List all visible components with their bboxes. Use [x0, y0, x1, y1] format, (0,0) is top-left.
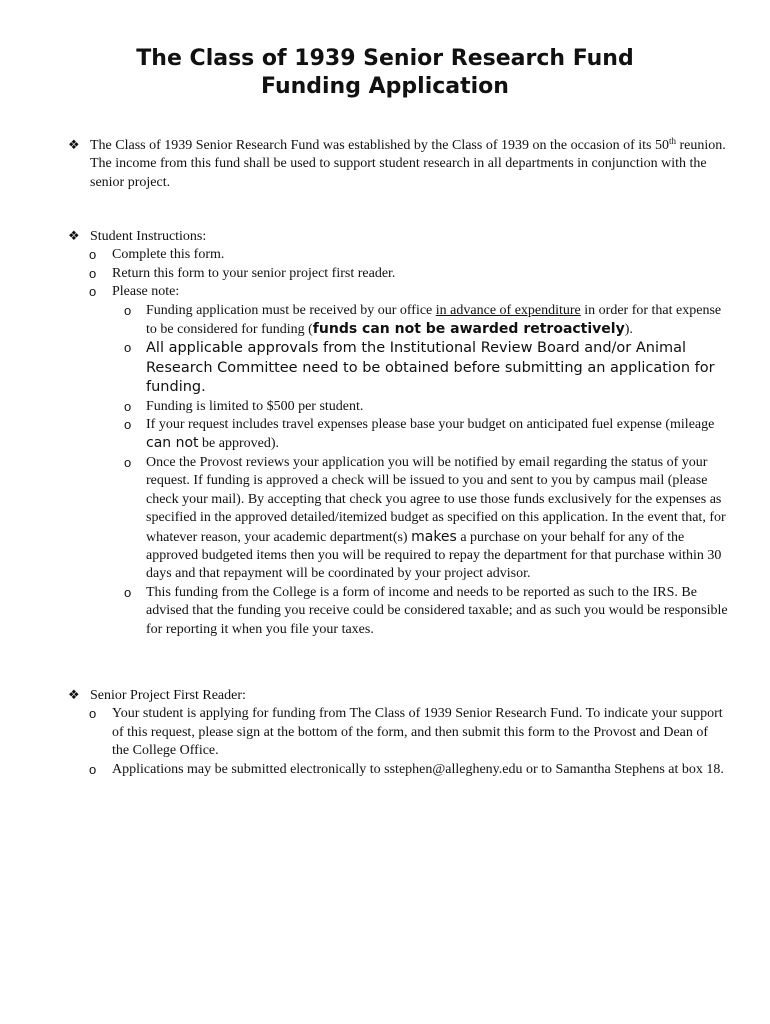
circle-bullet-icon: o [124, 340, 132, 356]
circle-bullet-icon: o [124, 398, 132, 414]
note-4-text-a: If your request includes travel expenses please base your budget on anticipated fuel expense (mileage [146, 417, 715, 433]
circle-bullet-icon: o [89, 284, 97, 300]
note-4-sans: can not [146, 435, 199, 452]
note-6-text: This funding from the College is a form of income and needs to be reported as such to the IRS. Be advised that the funding you receive could be considered taxable; and as such you would be responsible for reporting it when you file your taxes. [146, 584, 728, 637]
list-item [68, 283, 728, 301]
circle-bullet-icon: o [124, 302, 132, 318]
diamond-bullet-icon: ❖ [68, 138, 80, 153]
note-item [68, 398, 728, 416]
student-heading: Student Instructions: [90, 229, 207, 244]
student-item-1: Complete this form. [112, 247, 225, 263]
student-heading-row [68, 228, 728, 246]
note-1-bold: funds can not be awarded retroactively [312, 321, 625, 338]
document-title [0, 45, 770, 101]
list-item [68, 761, 728, 779]
student-item-2: Return this form to your senior project first reader. [112, 265, 396, 281]
title-line-1: The Class of 1939 Senior Research Fund [136, 46, 634, 71]
first-reader-section [68, 687, 728, 779]
circle-bullet-icon: o [124, 417, 132, 433]
diamond-bullet-icon: ❖ [68, 229, 80, 244]
student-instructions-section [68, 228, 728, 639]
note-1-underline: in advance of expenditure [435, 302, 581, 318]
circle-bullet-icon: o [89, 761, 97, 777]
intro-bullet [68, 137, 728, 192]
note-item [68, 339, 728, 397]
reader-item-2: Applications may be submitted electronically to sstephen@allegheny.edu or to Samantha Stephens at box 18. [112, 761, 724, 777]
reader-item-1: Your student is applying for funding from The Class of 1939 Senior Research Fund. To indicate your support of this request, please sign at the bottom of the form, and then submit this form to the Provost and Dean of the College Office. [112, 706, 723, 759]
list-item [68, 705, 728, 760]
circle-bullet-icon: o [124, 454, 132, 470]
note-4-text-b: be approved). [198, 436, 279, 452]
note-5-text-a: Once the Provost reviews your application you will be notified by email regarding the status of your request. If funding is approved a check will be issued to you and sent to you by campus mail (please check your mail). By accepting that check you agree to use those funds exclusively for the expenses as specified in the approved detailed/itemized budget as specified on this application. In the event that, for whatever reason, your academic department(s) [146, 454, 726, 545]
intro-text-b: reunion. The income from this fund shall be used to support student research in all departments in conjunction with the senior project. [90, 138, 726, 190]
circle-bullet-icon: o [124, 584, 132, 600]
circle-bullet-icon: o [89, 706, 97, 722]
note-1-text-b: in order for that expense to be considered for funding ( [146, 302, 722, 338]
note-1-text-a: Funding application must be received by our office [146, 302, 436, 318]
intro-section [68, 137, 728, 192]
list-item [68, 246, 728, 264]
reader-heading: Senior Project First Reader: [90, 688, 246, 703]
note-3-text: Funding is limited to $500 per student. [146, 398, 364, 414]
note-item [68, 584, 728, 639]
note-item [68, 416, 728, 454]
note-item [68, 302, 728, 340]
list-item [68, 265, 728, 283]
note-item [68, 454, 728, 584]
student-item-3: Please note: [112, 284, 180, 300]
title-line-2: Funding Application [261, 74, 509, 99]
circle-bullet-icon: o [89, 247, 97, 263]
note-5-text-b: a purchase on your behalf for any of the approved budgeted items then you will be required to repay the department for that purchase within 30 days and that repayment will be coordinated by your project advisor. [146, 529, 722, 582]
reader-heading-row [68, 687, 728, 705]
intro-text-a: The Class of 1939 Senior Research Fund was established by the Class of 1939 on the occasion of its 50 [90, 138, 669, 153]
note-5-sans: makes [411, 528, 457, 545]
circle-bullet-icon: o [89, 265, 97, 281]
note-2-text: All applicable approvals from the Institutional Review Board and/or Animal Research Committee need to be obtained before submitting an application for funding. [146, 340, 715, 396]
intro-superscript: th [668, 136, 676, 146]
note-1-text-c: ). [624, 322, 633, 338]
diamond-bullet-icon: ❖ [68, 688, 80, 703]
